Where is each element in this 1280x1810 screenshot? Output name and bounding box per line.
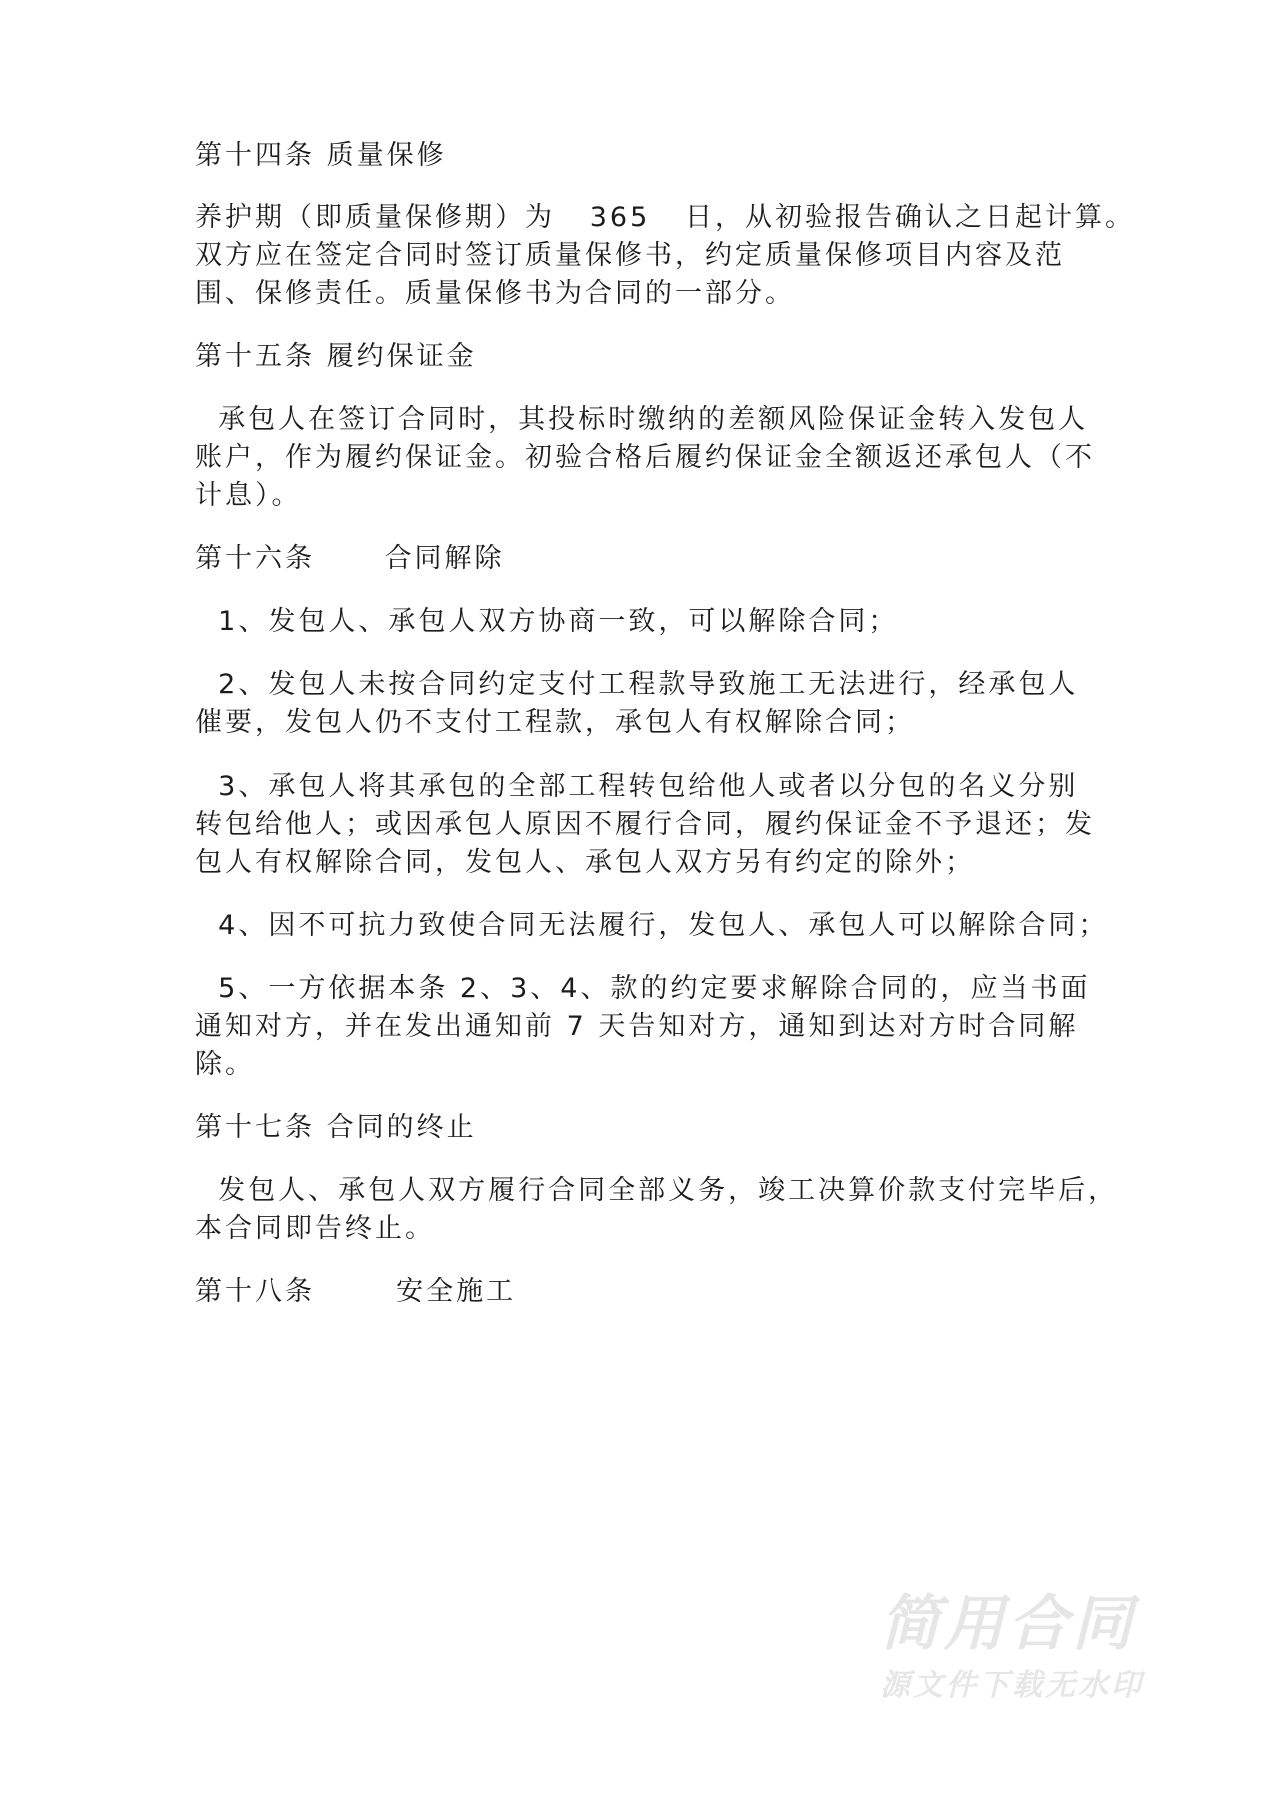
section-16-item-1-line-1: 1、发包人、承包人双方协商一致，可以解除合同； [195,606,899,637]
section-14-heading: 第十四条 质量保修 [195,140,447,171]
section-15-heading: 第十五条 履约保证金 [195,341,477,372]
section-16-item-5-line-3: 除。 [195,1049,255,1080]
section-16-item-3-line-2: 转包给他人；或因承包人原因不履行合同，履约保证金不予退还；发 [195,809,1095,840]
section-16-item-2-line-2: 催要，发包人仍不支付工程款，承包人有权解除合同； [195,707,915,738]
watermark-subtitle: 源文件下载无水印 [880,1668,1144,1703]
section-16-item-4-line-1: 4、因不可抗力致使合同无法履行，发包人、承包人可以解除合同； [195,910,1109,941]
section-15-line-1: 承包人在签订合同时，其投标时缴纳的差额风险保证金转入发包人 [195,404,1089,435]
section-16-heading: 第十六条 合同解除 [195,543,505,574]
section-16-item-3-line-3: 包人有权解除合同，发包人、承包人双方另有约定的除外； [195,847,975,878]
watermark [880,1590,1200,1706]
section-15-line-3: 计息）。 [195,480,302,511]
section-16-item-5-line-2: 通知对方，并在发出通知前 7 天告知对方，通知到达对方时合同解 [195,1011,1079,1042]
section-17-line-2: 本合同即告终止。 [195,1213,435,1244]
section-17-heading: 第十七条 合同的终止 [195,1112,477,1143]
section-14-line-3: 围、保修责任。质量保修书为合同的一部分。 [195,278,795,309]
watermark-title: 简用合同 [880,1589,1136,1659]
section-14-line-2: 双方应在签定合同时签订质量保修书，约定质量保修项目内容及范 [195,240,1065,271]
section-15-line-2: 账户，作为履约保证金。初验合格后履约保证金全额返还承包人（不 [195,442,1095,473]
section-18-heading: 第十八条 安全施工 [195,1276,517,1307]
section-14-line-1: 养护期（即质量保修期）为 365 日，从初验报告确认之日起计算。 [195,202,1136,233]
section-17-line-1: 发包人、承包人双方履行合同全部义务，竣工决算价款支付完毕后， [195,1175,1119,1206]
section-16-item-2-line-1: 2、发包人未按合同约定支付工程款导致施工无法进行，经承包人 [195,669,1079,700]
section-16-item-5-line-1: 5、一方依据本条 2、3、4、款的约定要求解除合同的，应当书面 [195,973,1091,1004]
section-16-item-3-line-1: 3、承包人将其承包的全部工程转包给他人或者以分包的名义分别 [195,771,1079,802]
